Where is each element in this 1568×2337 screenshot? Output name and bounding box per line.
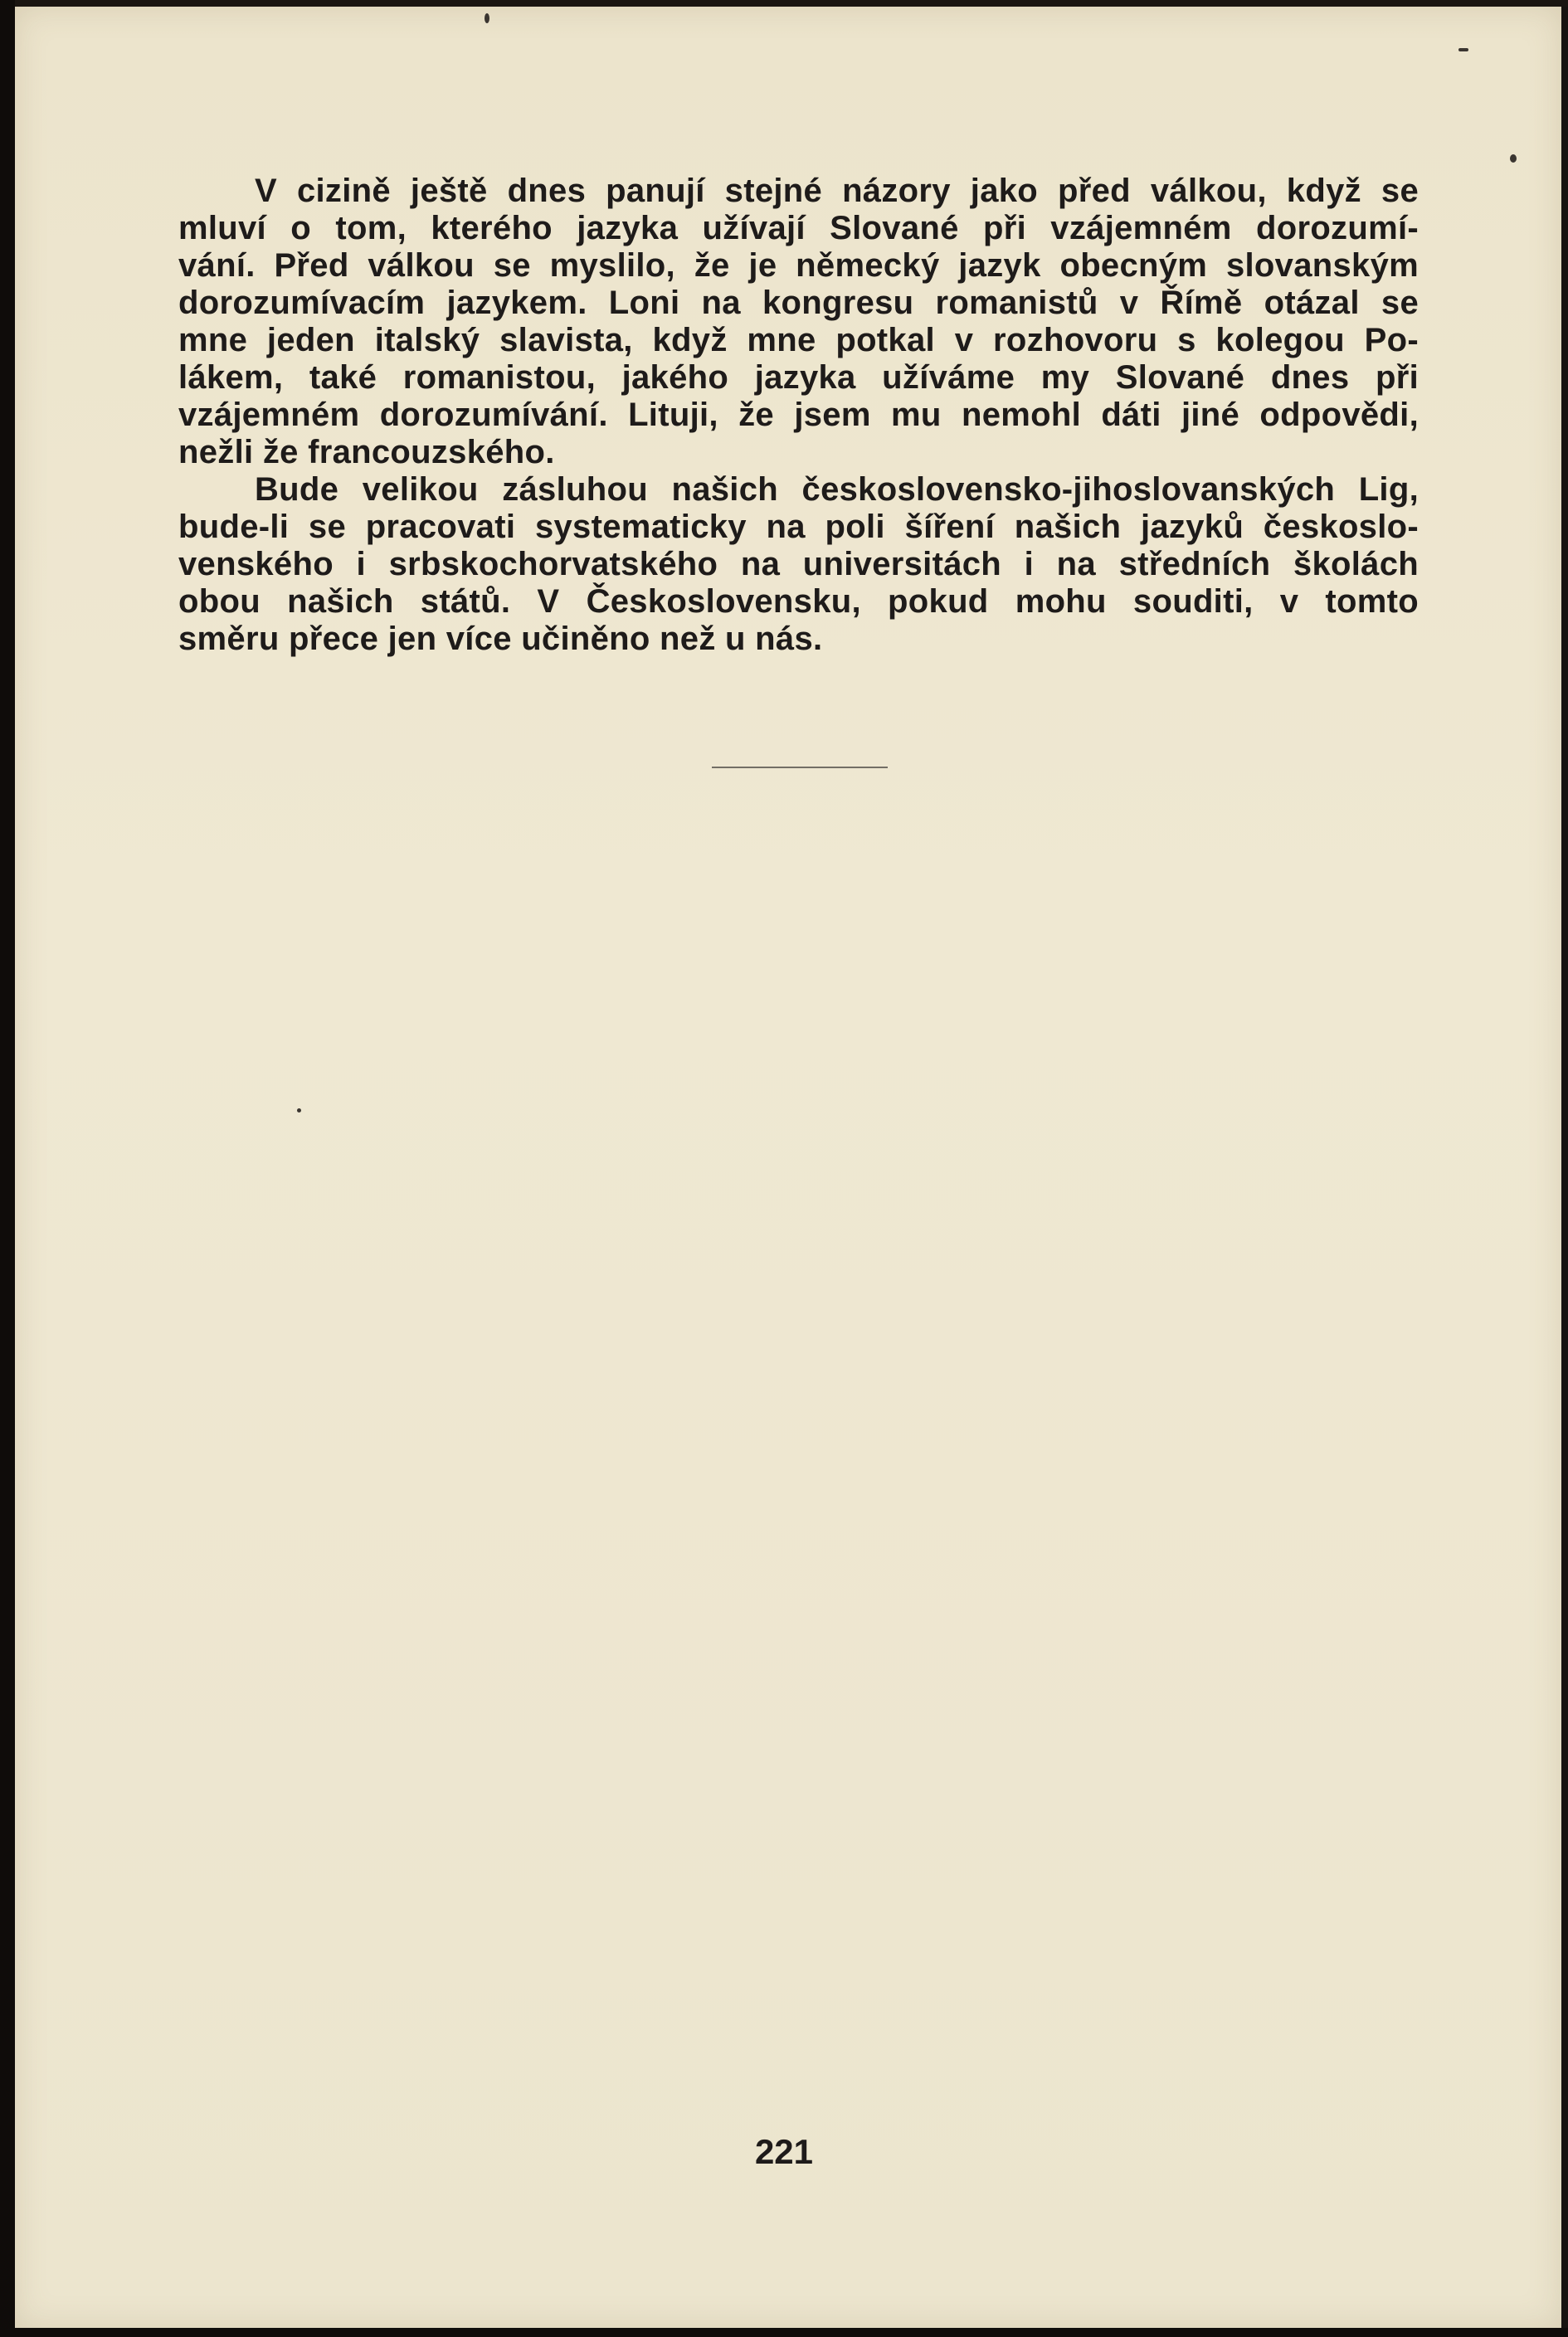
dust-speck bbox=[1458, 48, 1468, 51]
text-line: vzájemném dorozumívání. Lituji, že jsem mu nemohl dáti jiné odpovědi, bbox=[178, 397, 1419, 433]
text-line: mluví o tom, kterého jazyka užívají Slované při vzájemném dorozumí- bbox=[178, 210, 1419, 246]
text-line: Bude velikou zásluhou našich československo-jihoslovanských Lig, bbox=[255, 471, 1419, 508]
scan-left-edge bbox=[0, 0, 15, 2337]
dust-speck bbox=[297, 1108, 301, 1113]
text-line: dorozumívacím jazykem. Loni na kongresu romanistů v Římě otázal se bbox=[178, 285, 1419, 321]
text-line: nežli že francouzského. bbox=[178, 434, 555, 470]
text-line: obou našich států. V Československu, pokud mohu souditi, v tomto bbox=[178, 583, 1419, 620]
paragraph-2 bbox=[178, 471, 1419, 658]
text-line: bude-li se pracovati systematicky na poli šíření našich jazyků českoslo- bbox=[178, 509, 1419, 545]
text-line: mne jeden italský slavista, když mne potkal v rozhovoru s kolegou Po- bbox=[178, 322, 1419, 358]
text-line: směru přece jen více učiněno než u nás. bbox=[178, 621, 823, 657]
page-number: 221 bbox=[754, 2132, 814, 2171]
text-line: lákem, také romanistou, jakého jazyka užíváme my Slované dnes při bbox=[178, 359, 1419, 396]
body-text bbox=[178, 173, 1419, 658]
paragraph-1 bbox=[178, 173, 1419, 471]
text-line: V cizině ještě dnes panují stejné názory jako před válkou, když se bbox=[255, 173, 1419, 209]
scan-bottom-edge bbox=[0, 2328, 1568, 2337]
section-divider bbox=[712, 767, 888, 768]
text-line: venského i srbskochorvatského na universitách i na středních školách bbox=[178, 546, 1419, 582]
scan-top-edge bbox=[0, 0, 1568, 7]
text-line: vání. Před válkou se myslilo, že je německý jazyk obecným slovanským bbox=[178, 247, 1419, 284]
dust-speck bbox=[1510, 154, 1517, 163]
dust-speck bbox=[485, 13, 489, 23]
